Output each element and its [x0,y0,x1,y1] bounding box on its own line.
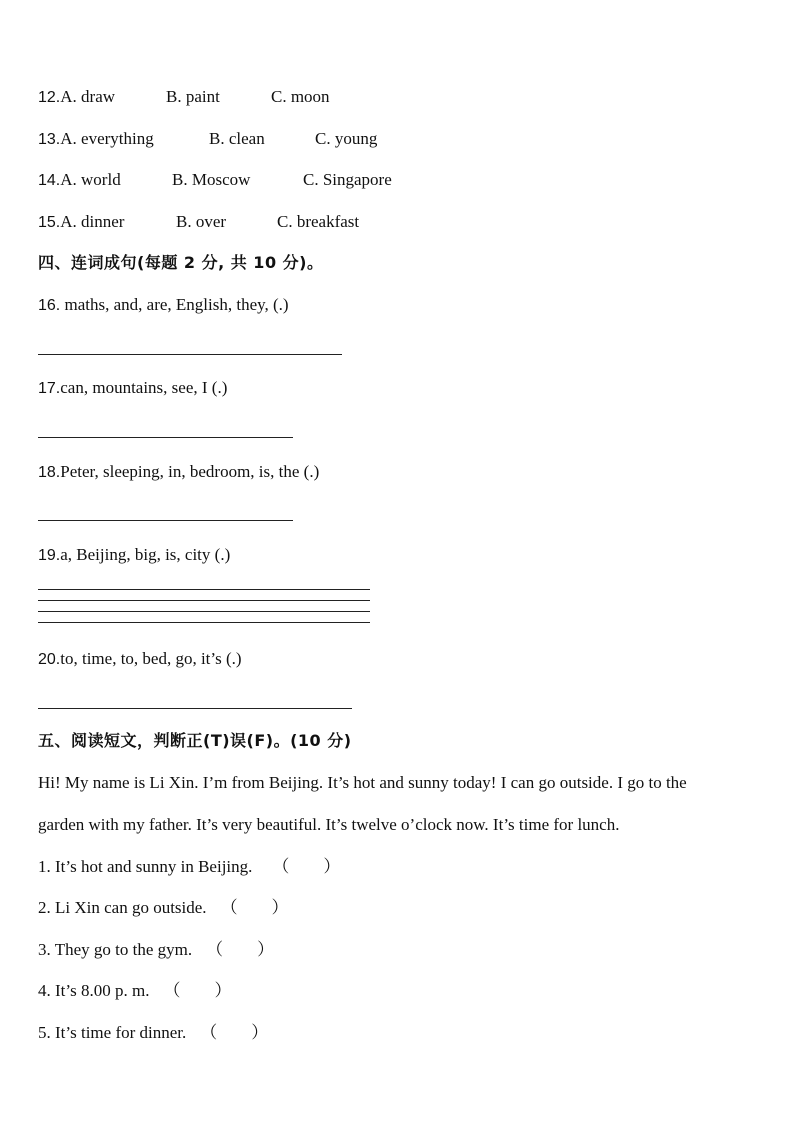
question-number: 14. [38,172,61,189]
word-list: to, time, to, bed, go, it’s (.) [60,649,242,668]
question-number: 19. [38,547,61,564]
question-text: 1. It’s hot and sunny in Beijing. [38,857,253,876]
option-c: C. breakfast [277,212,360,231]
tf-question-2 [38,898,289,918]
question-number: 15. [38,214,61,231]
sentence-item-17 [38,378,227,399]
question-number: 20. [38,651,61,668]
word-list: a, Beijing, big, is, city (.) [60,545,231,564]
tf-question-1 [38,857,340,877]
option-c: C. young [315,129,378,148]
answer-line-17[interactable] [38,437,293,438]
word-list: maths, and, are, English, they, (.) [60,295,289,314]
section-4-title: 四、连词成句(每题 2 分, 共 10 分)。 [38,253,324,272]
option-a: A. everything [60,129,154,148]
answer-blank[interactable]: （ ） [200,1023,269,1042]
question-text: 5. It’s time for dinner. [38,1023,187,1042]
answer-blank[interactable]: （ ） [206,940,275,959]
writing-line [38,600,370,601]
option-b: B. paint [166,87,220,106]
question-text: 4. It’s 8.00 p. m. [38,981,150,1000]
word-list: can, mountains, see, I (.) [60,378,228,397]
option-a: A. draw [60,87,116,106]
option-a: A. dinner [60,212,125,231]
sentence-item-20 [38,649,242,670]
answer-line-20[interactable] [38,708,352,709]
option-c: C. moon [271,87,330,106]
passage-line-2: garden with my father. It’s very beautiful. It’s twelve o’clock now. It’s time for lunch. [38,815,620,834]
word-list: Peter, sleeping, in, bedroom, is, the (.) [60,462,320,481]
question-number: 18. [38,464,61,481]
question-number: 16. [38,297,61,314]
passage-line-1: Hi! My name is Li Xin. I’m from Beijing. It’s hot and sunny today! I can go outside. I go to the [38,773,687,792]
section-5-title: 五、阅读短文，判断正(T)误(F)。(10 分) [38,731,352,750]
question-number: 17. [38,380,61,397]
option-b: B. clean [209,129,265,148]
tf-question-4 [38,981,231,1001]
option-c: C. Singapore [303,170,392,189]
question-text: 3. They go to the gym. [38,940,193,959]
option-b: B. over [176,212,227,231]
answer-line-16[interactable] [38,354,342,355]
writing-line [38,611,370,612]
writing-line [38,622,370,623]
option-a: A. world [60,170,121,189]
question-text: 2. Li Xin can go outside. [38,898,207,917]
writing-line [38,589,370,590]
question-number: 13. [38,131,61,148]
option-b: B. Moscow [172,170,251,189]
sentence-item-16 [38,295,289,316]
answer-blank[interactable]: （ ） [220,898,289,917]
sentence-item-18 [38,462,319,483]
tf-question-5 [38,1023,268,1043]
answer-blank[interactable]: （ ） [163,981,232,1000]
tf-question-3 [38,940,274,960]
answer-line-18[interactable] [38,520,293,521]
answer-blank[interactable]: （ ） [272,857,341,876]
question-number: 12. [38,89,61,106]
sentence-item-19 [38,545,230,566]
